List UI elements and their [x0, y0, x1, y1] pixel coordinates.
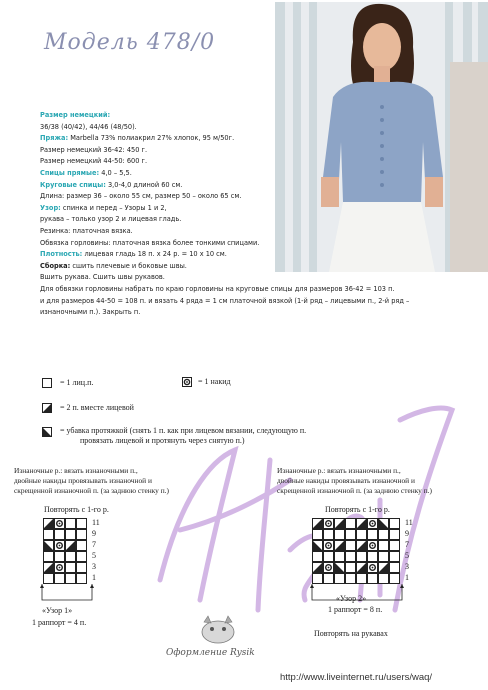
row-number: 1 — [92, 573, 96, 582]
length-text: Длина: размер 36 – около 55 см, размер 50 – около 65 см. — [40, 192, 242, 201]
knit-cell — [65, 551, 76, 562]
assembly-row — [40, 261, 480, 273]
yarn-over-cell — [367, 540, 378, 551]
knit-cell — [65, 529, 76, 540]
chart1-note-1: Изнаночные р.: вязать изнаночными п., — [14, 466, 138, 475]
knit-cell — [312, 573, 323, 584]
ribbing-text: Резинка: платочная вязка. — [40, 226, 133, 235]
gauge-row — [40, 249, 480, 261]
neck-detail-3: изнаночными п.). Закрыть п. — [40, 308, 141, 317]
knit-cell — [345, 573, 356, 584]
pattern-text-2: рукава – только узор 2 и лицевая гладь. — [40, 215, 182, 224]
yarn-label: Пряжа: — [40, 134, 69, 143]
pattern-row — [40, 203, 480, 215]
knit-cell — [54, 573, 65, 584]
k2tog-cell — [334, 540, 345, 551]
chart1-name: «Узор 1» — [42, 606, 73, 615]
row-number: 3 — [92, 562, 96, 571]
size-heading: Размер немецкий: — [40, 111, 111, 119]
chart2-repeat: 1 раппорт = 8 п. — [328, 605, 383, 614]
chart1-grid — [43, 518, 89, 586]
knit-cell — [65, 573, 76, 584]
yarn-row — [40, 133, 480, 145]
yarn-over-cell — [323, 518, 334, 529]
knit-cell — [65, 562, 76, 573]
skp-cell — [312, 540, 323, 551]
chart2-name: «Узор 2» — [336, 594, 367, 603]
row-number: 3 — [405, 562, 409, 571]
chart2-notes — [277, 466, 487, 496]
chart1-notes — [14, 466, 254, 496]
knit-cell — [356, 529, 367, 540]
neck-text: Обвязка горловины: платочная вязка более тонкими спицами. — [40, 238, 260, 247]
knit-symbol-icon — [42, 378, 52, 388]
knit-cell — [76, 518, 87, 529]
row-number: 7 — [405, 540, 409, 549]
knit-cell — [345, 529, 356, 540]
yarn-over-cell — [54, 518, 65, 529]
knit-cell — [54, 551, 65, 562]
knit-cell — [76, 540, 87, 551]
chart2-sleeves-note: Повторять на рукавах — [314, 629, 388, 638]
chart2-note-1: Изнаночные р.: вязать изнаночными п., — [277, 466, 401, 475]
knit-cell — [76, 562, 87, 573]
k2tog-cell — [43, 562, 54, 573]
knit-cell — [356, 551, 367, 562]
knit-cell — [334, 573, 345, 584]
yarn-over-cell — [367, 562, 378, 573]
gauge-label: Плотность: — [40, 250, 83, 259]
circ-row — [40, 180, 480, 192]
skp-symbol-icon — [42, 427, 52, 437]
knit-cell — [76, 573, 87, 584]
knit-cell — [323, 551, 334, 562]
knit-cell — [389, 562, 400, 573]
circ-label: Круговые спицы: — [40, 180, 106, 189]
knit-cell — [76, 529, 87, 540]
pattern-text: спинка и перед – Узоры 1 и 2, — [62, 203, 167, 212]
knit-cell — [378, 529, 389, 540]
chart1-row-numbers — [92, 518, 106, 588]
knit-cell — [54, 529, 65, 540]
pattern-label: Узор: — [40, 203, 61, 212]
chart2-note-3: скрещенной изнаночной п. (за заднюю стенку п.) — [277, 486, 432, 495]
k2tog-cell — [312, 518, 323, 529]
chart2-row-numbers — [405, 518, 419, 588]
knit-cell — [65, 518, 76, 529]
circ-text: 3,0-4,0 длиной 60 см. — [107, 180, 183, 189]
knit-cell — [43, 551, 54, 562]
spec-block — [40, 110, 480, 319]
chart1-note-3: скрещенной изнаночной п. (за заднюю стенку п.) — [14, 486, 169, 495]
gauge-text: лицевая гладь 18 п. х 24 р. = 10 х 10 см. — [84, 250, 227, 259]
k2tog-cell — [65, 540, 76, 551]
yarn-over-cell — [54, 562, 65, 573]
knit-cell — [345, 551, 356, 562]
yarn-size-2: Размер немецкий 44-50: 600 г. — [40, 157, 148, 166]
knit-cell — [378, 551, 389, 562]
knit-cell — [312, 551, 323, 562]
legend-knit: = 1 лиц.п. — [60, 378, 94, 387]
row-number: 11 — [405, 518, 413, 527]
skp-cell — [334, 562, 345, 573]
chart2-repeat-from: Повторять с 1-го р. — [325, 505, 390, 514]
yarn-over-cell — [323, 540, 334, 551]
knit-cell — [345, 540, 356, 551]
knit-cell — [378, 540, 389, 551]
k2tog-cell — [312, 562, 323, 573]
k2tog-cell — [378, 562, 389, 573]
knit-cell — [367, 573, 378, 584]
knit-cell — [323, 529, 334, 540]
knit-cell — [367, 529, 378, 540]
knit-cell — [334, 551, 345, 562]
knit-cell — [389, 540, 400, 551]
k2tog-cell — [356, 540, 367, 551]
chart1-note-2: двойные накиды провязывать изнаночной и — [14, 476, 152, 485]
chart2-note-2: двойные накиды провязывать изнаночной и — [277, 476, 415, 485]
knit-cell — [345, 562, 356, 573]
chart1-repeat-from: Повторять с 1-го р. — [44, 505, 109, 514]
k2tog-cell — [356, 562, 367, 573]
skp-cell — [378, 518, 389, 529]
row-number: 1 — [405, 573, 409, 582]
needles-row — [40, 168, 480, 180]
source-url: http://www.liveinternet.ru/users/waq/ — [280, 672, 433, 683]
neck-detail-2: и для размеров 44-50 = 108 п. и вязать 4 ряда = 1 см платочной вязкой (1-й ряд – лицевыми п., 2-й ряд – — [40, 296, 410, 305]
cat-logo-icon — [198, 614, 238, 646]
needles-label: Спицы прямые: — [40, 168, 100, 177]
k2tog-cell — [334, 518, 345, 529]
model-title: Модель 478/0 — [44, 30, 216, 55]
knit-cell — [334, 529, 345, 540]
knit-cell — [345, 518, 356, 529]
sleeves-text: Вшить рукава. Сшить швы рукавов. — [40, 273, 165, 282]
legend-yarn-over: = 1 накид — [198, 377, 231, 386]
legend-skp-2: провязать лицевой и протянуть через снятую п.) — [80, 436, 245, 445]
assembly-text: сшить плечевые и боковые швы. — [72, 261, 187, 270]
row-number: 11 — [92, 518, 100, 527]
knit-cell — [389, 573, 400, 584]
knit-cell — [367, 551, 378, 562]
row-number: 9 — [92, 529, 96, 538]
legend-skp-1: = убавка протяжкой (снять 1 п. как при лицевом вязании, следующую п. — [60, 426, 307, 435]
neck-detail-1: Для обвязки горловины набрать по краю горловины на круговые спицы для размеров 36-42 = 103 п. — [40, 284, 395, 293]
yarn-over-cell — [54, 540, 65, 551]
row-number: 5 — [92, 551, 96, 560]
k2tog-symbol-icon — [42, 403, 52, 413]
knit-cell — [356, 573, 367, 584]
skp-cell — [43, 540, 54, 551]
row-number: 5 — [405, 551, 409, 560]
sizes-text: 36/38 (40/42), 44/46 (48/50). — [40, 122, 137, 131]
row-number: 7 — [92, 540, 96, 549]
knit-cell — [389, 518, 400, 529]
yarn-text: Marbella 73% полиакрил 27% хлопок, 95 м/50г. — [70, 134, 235, 143]
knit-cell — [43, 529, 54, 540]
knit-cell — [389, 551, 400, 562]
yarn-size-1: Размер немецкий 36-42: 450 г. — [40, 145, 148, 154]
k2tog-cell — [356, 518, 367, 529]
knit-cell — [312, 529, 323, 540]
knit-cell — [323, 573, 334, 584]
knit-cell — [378, 573, 389, 584]
needles-text: 4,0 – 5,5. — [101, 168, 132, 177]
yarn-over-cell — [323, 562, 334, 573]
row-number: 9 — [405, 529, 409, 538]
chart2-grid — [312, 518, 402, 586]
assembly-label: Сборка: — [40, 261, 71, 270]
k2tog-cell — [43, 518, 54, 529]
knit-cell — [43, 573, 54, 584]
chart1-repeat: 1 раппорт = 4 п. — [32, 618, 87, 627]
credit-text: Оформление Rysik — [166, 648, 255, 658]
yarn-over-cell — [367, 518, 378, 529]
legend-k2tog: = 2 п. вместе лицевой — [60, 403, 134, 412]
knit-cell — [76, 551, 87, 562]
knit-cell — [389, 529, 400, 540]
